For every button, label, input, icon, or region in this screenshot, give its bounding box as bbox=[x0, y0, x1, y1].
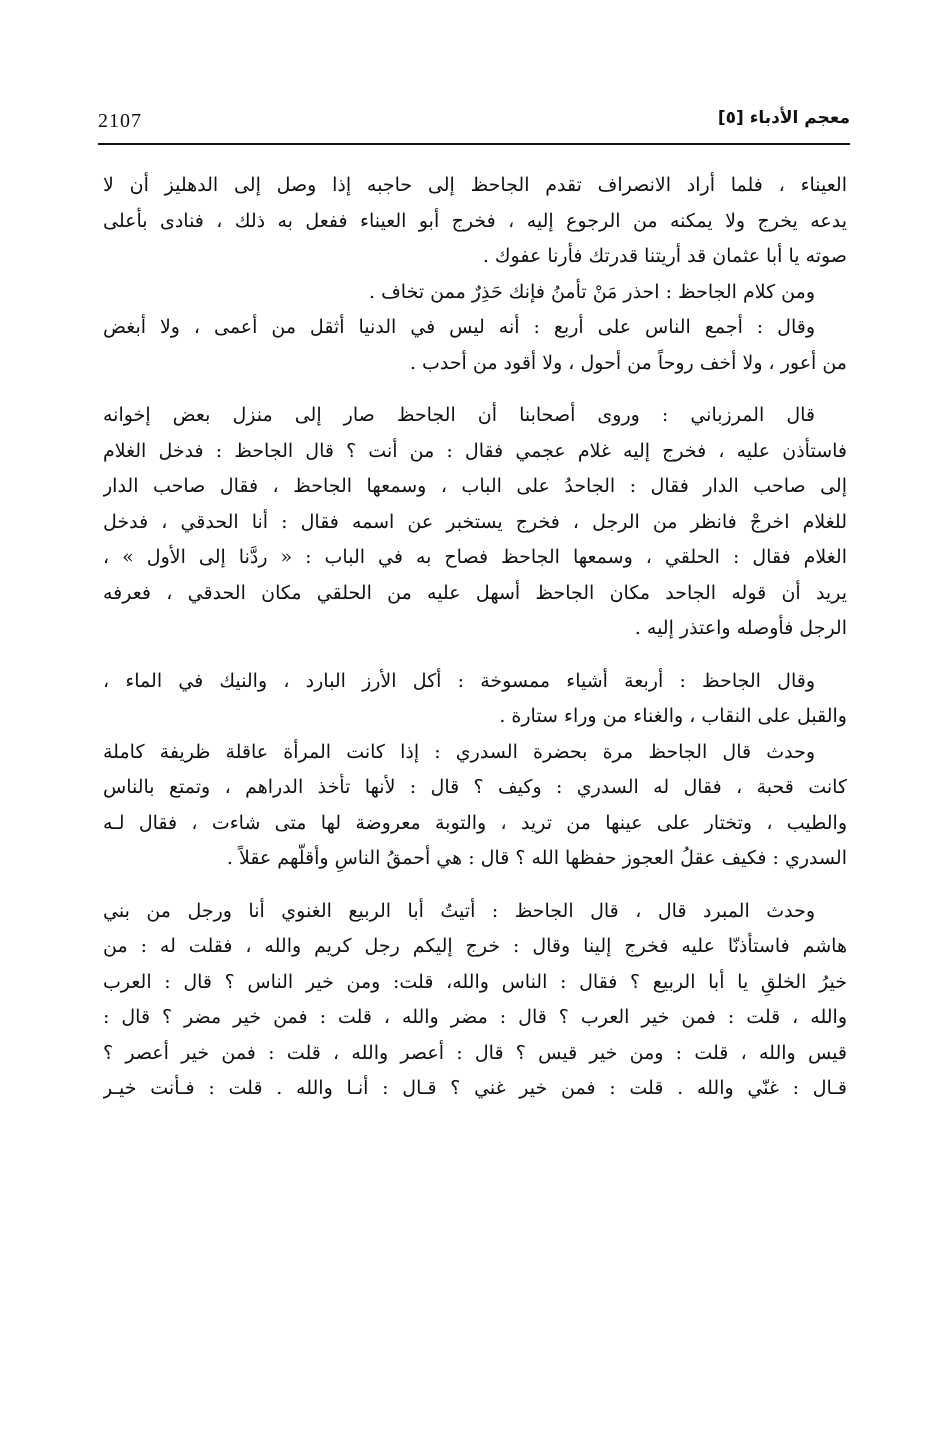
text-line: وقال الجاحظ : أربعة أشياء ممسوخة : أكل الأرز البارد ، والنيك في الماء ، bbox=[103, 669, 815, 692]
text-line: ومن كلام الجاحظ : احذر مَنْ تأمنُ فإنك حَذِرٌ ممن تخاف . bbox=[369, 280, 815, 303]
paragraph bbox=[103, 894, 847, 1107]
text-line: السدري : فكيف عقلُ العجوز حفظها الله ؟ قال : هي أحمقُ الناسِ وأقلّهم عقلاً . bbox=[226, 847, 847, 869]
text-line: من أعور ، ولا أخف روحاً من أحول ، ولا أقود من أحدب . bbox=[409, 351, 847, 374]
text-line: صوته يا أبا عثمان قد أريتنا قدرتك فأرنا عفوك . bbox=[482, 245, 847, 267]
text-line: فاستأذن عليه ، فخرج إليه غلام عجمي فقال : من أنت ؟ قال الجاحظ : فدخل الغلام bbox=[103, 439, 847, 462]
text-line: الرجل فأوصله واعتذر إليه . bbox=[634, 617, 847, 639]
text-line: قيس والله ، قلت : ومن خير قيس ؟ قال : أعصر والله ، قلت : فمن خير أعصر ؟ bbox=[103, 1041, 847, 1064]
text-line: والقبل على النقاب ، والغناء من وراء ستارة . bbox=[499, 705, 847, 727]
paragraph bbox=[103, 735, 847, 877]
text-line: وحدث قال الجاحظ مرة بحضرة السدري : إذا كانت المرأة عاقلة ظريفة كاملة bbox=[103, 740, 815, 763]
body-text bbox=[103, 168, 847, 1107]
paragraph bbox=[103, 168, 847, 275]
text-line: قـال : غنّي والله . قلت : فمن خير غني ؟ قـال : أنـا والله . قلت : فـأنت خيـر bbox=[103, 1077, 847, 1099]
text-line: كانت قحبة ، فقال له السدري : وكيف ؟ قال : لأنها تأخذ الدراهم ، وتمتع بالناس bbox=[103, 776, 847, 798]
paragraph bbox=[103, 664, 847, 735]
page-number: 2107 bbox=[98, 110, 142, 132]
text-line: العيناء ، فلما أراد الانصراف تقدم الجاحظ إلى حاجبه إذا وصل إلى الدهليز أن لا bbox=[103, 174, 847, 196]
header-rule bbox=[98, 143, 850, 145]
text-line: للغلام اخرجْ فانظر من الرجل ، فخرج يستخبر عن اسمه فقال : أنا الحدقي ، فدخل bbox=[103, 510, 847, 533]
paragraph bbox=[103, 275, 847, 311]
running-title: معجم الأدباء [٥] bbox=[717, 108, 850, 128]
page-header bbox=[98, 108, 850, 140]
text-line: والطيب ، وتختار على عينها من تريد ، والتوبة معروضة لها متى شاءت ، فقال لـه bbox=[103, 811, 847, 834]
text-line: إلى صاحب الدار فقال : الجاحدُ على الباب ، وسمعها الجاحظ ، فقال صاحب الدار bbox=[103, 475, 847, 497]
text-line: والله ، قلت : فمن خير العرب ؟ قال : مضر والله ، قلت : فمن خير مضر ؟ قال : bbox=[103, 1006, 847, 1028]
paragraph bbox=[103, 310, 847, 381]
text-line: هاشم فاستأذنّا عليه فخرج إلينا وقال : خرج إليكم رجل كريم والله ، فقلت له : من bbox=[103, 935, 847, 957]
text-line: يدعه يخرج ولا يمكنه من الرجوع إليه ، فخرج أبو العيناء ففعل به ذلك ، فنادى بأعلى bbox=[103, 209, 847, 232]
text-line: يريد أن قوله الجاحد مكان الجاحظ أسهل عليه من الحلقي مكان الحدقي ، فعرفه bbox=[103, 581, 847, 604]
text-line: الغلام فقال : الحلقي ، وسمعها الجاحظ فصاح به في الباب : « ردَّنا إلى الأول » ، bbox=[103, 546, 847, 568]
text-line: قال المرزباني : وروى أصحابنا أن الجاحظ صار إلى منزل بعض إخوانه bbox=[103, 404, 815, 426]
paragraph bbox=[103, 398, 847, 647]
text-line: وحدث المبرد قال ، قال الجاحظ : أتيتُ أبا الربيع الغنوي أنا ورجل من بني bbox=[103, 899, 815, 922]
text-line: خيرُ الخلقِ يا أبا الربيع ؟ فقال : الناس والله، قلت: ومن خير الناس ؟ قال : العرب bbox=[103, 970, 847, 993]
text-line: وقال : أجمع الناس على أربع : أنه ليس في الدنيا أثقل من أعمى ، ولا أبغض bbox=[103, 316, 815, 338]
